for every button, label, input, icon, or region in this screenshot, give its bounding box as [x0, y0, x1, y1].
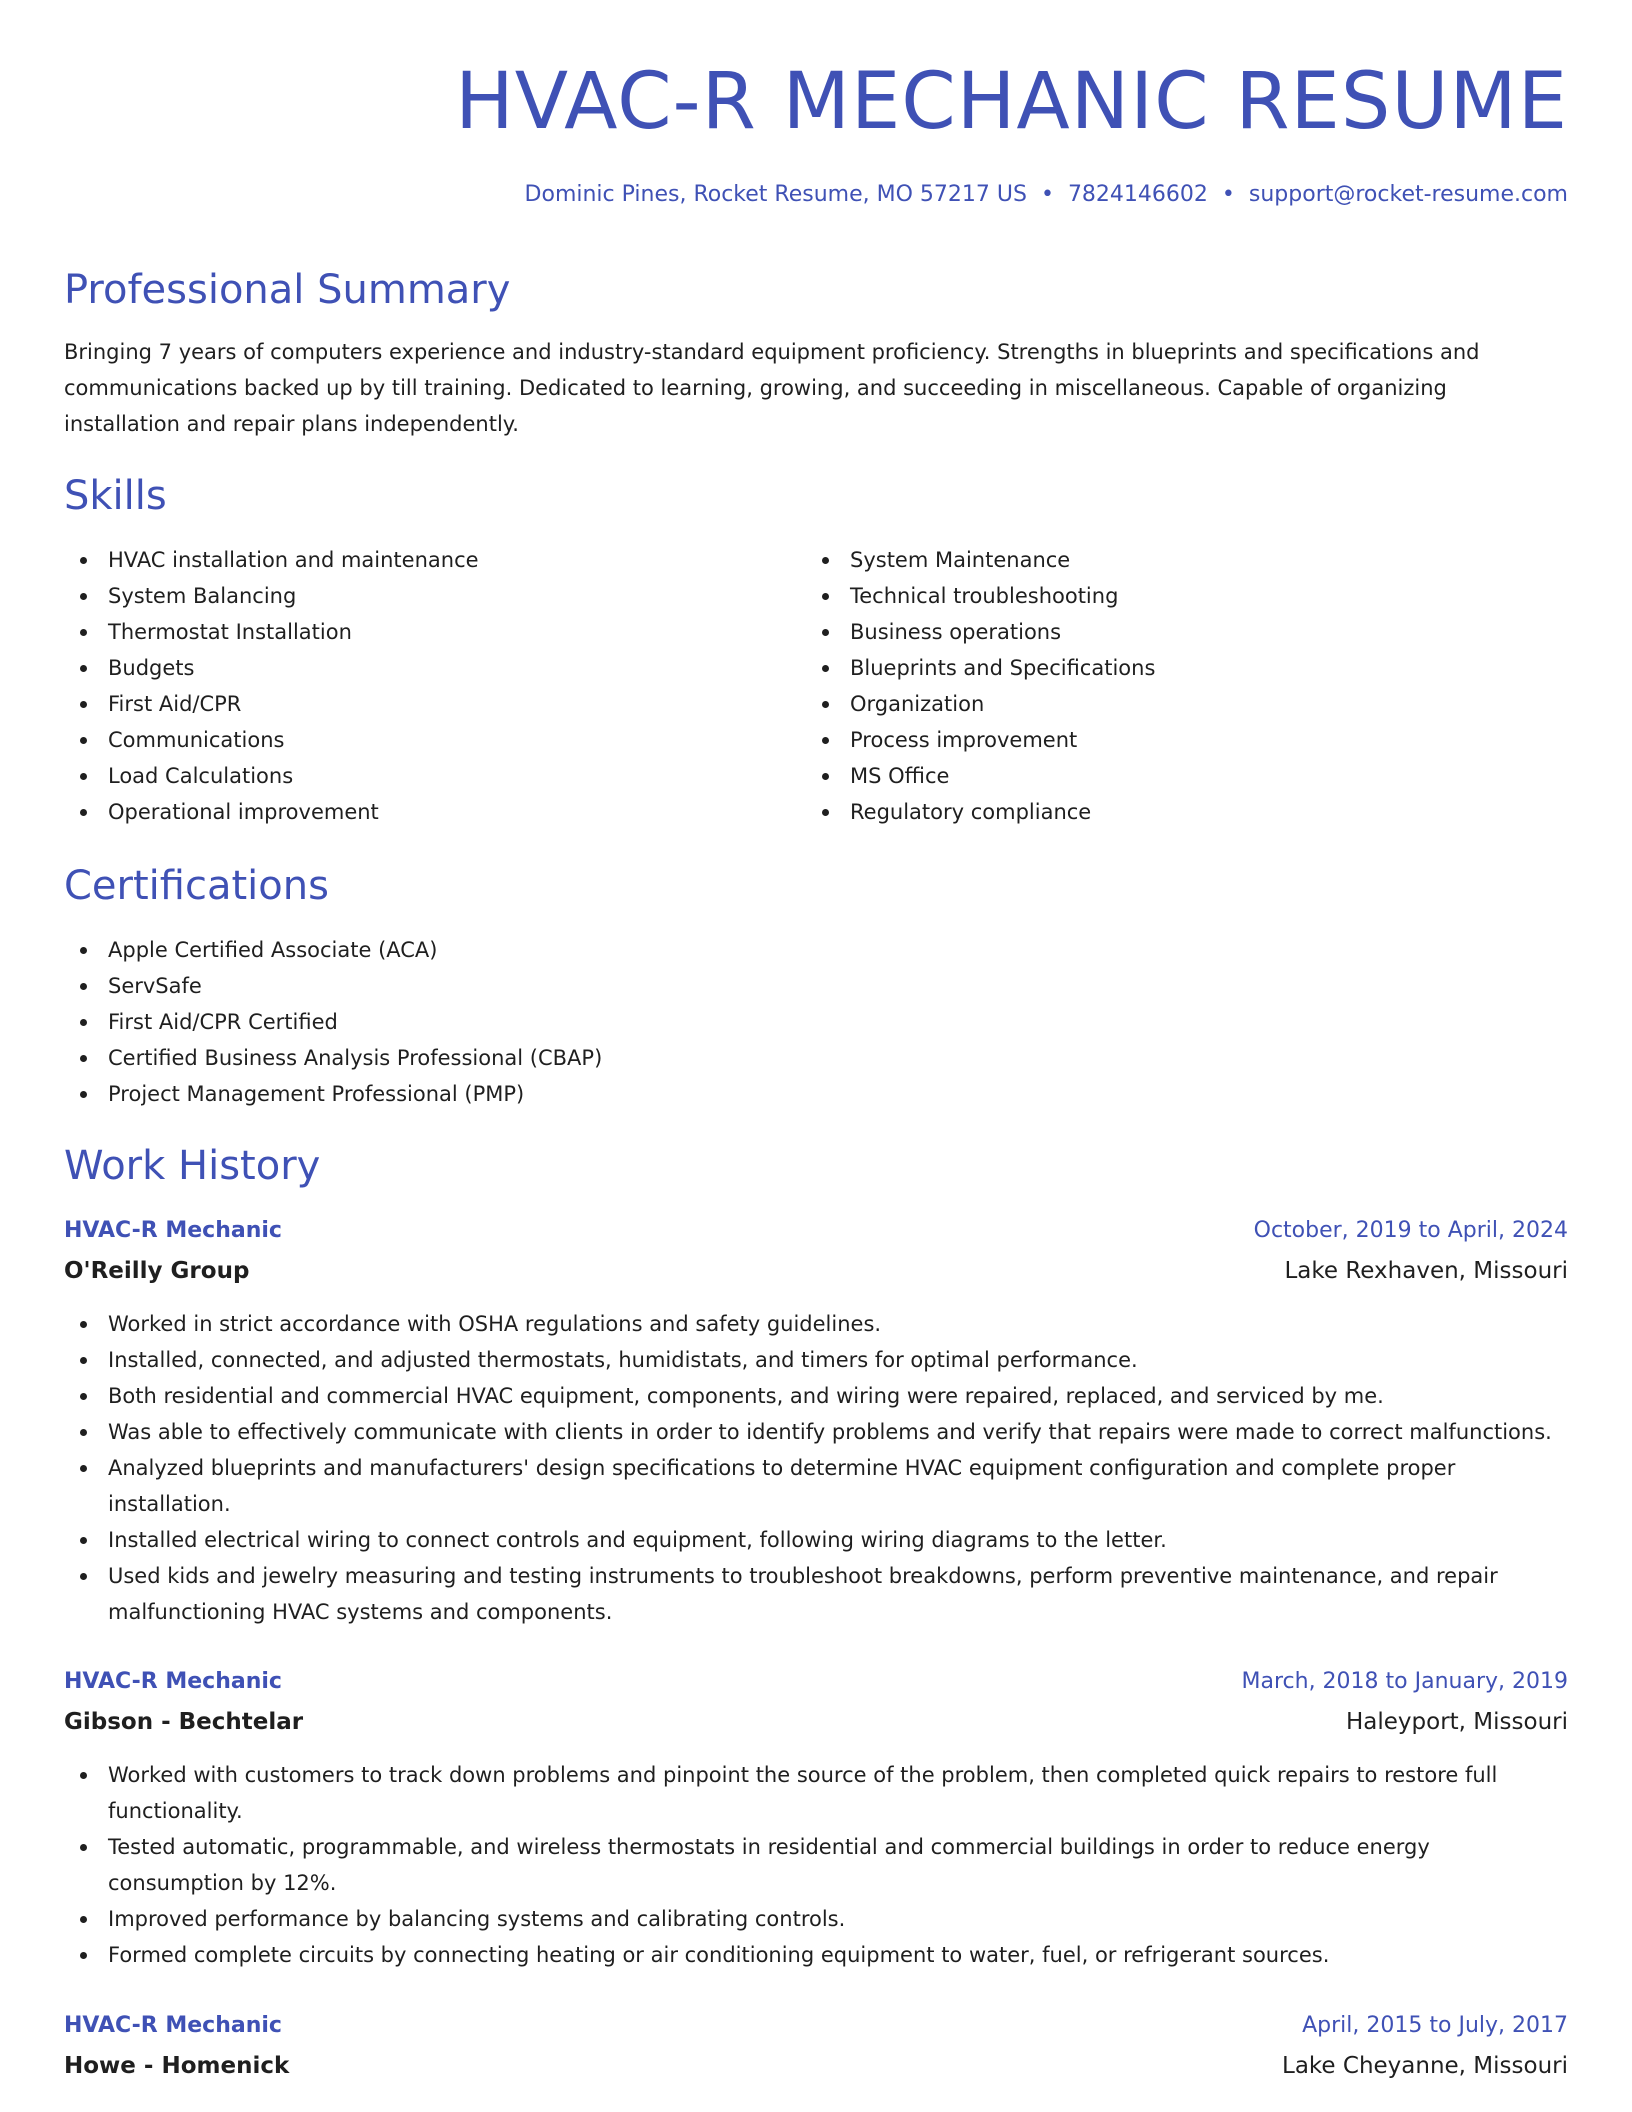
job-title: HVAC-R Mechanic	[64, 1669, 282, 1694]
job-bullet: Was able to effectively communicate with clients in order to identify problems and verify that repairs were made to correct malfunctions.	[64, 1414, 1568, 1450]
contact-line	[525, 180, 1568, 210]
job-bullet: Worked in strict accordance with OSHA regulations and safety guidelines.	[64, 1306, 1568, 1342]
certifications-list	[64, 932, 1568, 1112]
skill-item: Business operations	[806, 614, 1546, 650]
skill-item: Operational improvement	[64, 794, 764, 830]
job-dates: April, 2015 to July, 2017	[1302, 2013, 1568, 2038]
contact-address: Dominic Pines, Rocket Resume, MO 57217 US	[524, 182, 1027, 207]
job-dates: October, 2019 to April, 2024	[1253, 1218, 1568, 1243]
summary-heading: Professional Summary	[64, 267, 511, 313]
skill-item: Process improvement	[806, 722, 1546, 758]
job-bullet: Worked with customers to track down problems and pinpoint the source of the problem, then completed quick repairs to restore full functionality.	[64, 1757, 1568, 1829]
job-bullet: Improved performance by balancing systems and calibrating controls.	[64, 1901, 1568, 1937]
skills-list-right	[806, 542, 1546, 830]
skill-item: Technical troubleshooting	[806, 578, 1546, 614]
contact-separator: •	[1221, 182, 1235, 207]
resume-title: HVAC-R MECHANIC RESUME	[455, 57, 1568, 147]
certification-item: First Aid/CPR Certified	[64, 1004, 1568, 1040]
skill-item: Organization	[806, 686, 1546, 722]
job-location: Lake Cheyanne, Missouri	[1282, 2053, 1568, 2079]
skill-item: First Aid/CPR	[64, 686, 764, 722]
job-bullet: Installed, connected, and adjusted thermostats, humidistats, and timers for optimal performance.	[64, 1342, 1568, 1378]
job-company: O'Reilly Group	[64, 1258, 250, 1284]
certification-item: Certified Business Analysis Professional (CBAP)	[64, 1040, 1568, 1076]
contact-separator: •	[1040, 182, 1054, 207]
job-bullet: Installed electrical wiring to connect controls and equipment, following wiring diagrams to the letter.	[64, 1522, 1568, 1558]
skill-item: System Maintenance	[806, 542, 1546, 578]
certification-item: Apple Certified Associate (ACA)	[64, 932, 1568, 968]
job-bullet: Formed complete circuits by connecting heating or air conditioning equipment to water, fuel, or refrigerant sources.	[64, 1937, 1568, 1973]
contact-phone: 7824146602	[1067, 182, 1208, 207]
skill-item: Communications	[64, 722, 764, 758]
job-bullets	[64, 1757, 1568, 1973]
job-bullet: Analyzed blueprints and manufacturers' design specifications to determine HVAC equipment configuration and complete proper installation.	[64, 1450, 1568, 1522]
job-bullets	[64, 1306, 1568, 1630]
skill-item: Load Calculations	[64, 758, 764, 794]
certification-item: Project Management Professional (PMP)	[64, 1076, 1568, 1112]
job-title: HVAC-R Mechanic	[64, 2013, 282, 2038]
job-dates: March, 2018 to January, 2019	[1241, 1669, 1568, 1694]
contact-email[interactable]: support@rocket-resume.com	[1248, 182, 1568, 207]
job-location: Lake Rexhaven, Missouri	[1284, 1258, 1568, 1284]
skills-heading: Skills	[64, 473, 167, 519]
summary-text: Bringing 7 years of computers experience and industry-standard equipment proficiency. Strengths in blueprints and specifications and communications backed up by till training. Dedicated to learning, growing, and succeeding in miscellaneous. Capable of organizing installation and repair plans independently.	[64, 340, 1480, 436]
job-company: Howe - Homenick	[64, 2053, 290, 2079]
certifications-heading: Certifications	[64, 863, 329, 909]
skill-item: Regulatory compliance	[806, 794, 1546, 830]
skill-item: MS Office	[806, 758, 1546, 794]
skill-item: Blueprints and Specifications	[806, 650, 1546, 686]
work-history-heading: Work History	[64, 1143, 321, 1189]
job-bullet: Used kids and jewelry measuring and testing instruments to troubleshoot breakdowns, perform preventive maintenance, and repair malfunctioning HVAC systems and components.	[64, 1558, 1568, 1630]
skill-item: Thermostat Installation	[64, 614, 764, 650]
job-company: Gibson - Bechtelar	[64, 1709, 304, 1735]
job-title: HVAC-R Mechanic	[64, 1218, 282, 1243]
certification-item: ServSafe	[64, 968, 1568, 1004]
resume-page	[64, 0, 1568, 2112]
job-location: Haleyport, Missouri	[1345, 1709, 1568, 1735]
skill-item: HVAC installation and maintenance	[64, 542, 764, 578]
skill-item: System Balancing	[64, 578, 764, 614]
job-bullet: Tested automatic, programmable, and wireless thermostats in residential and commercial buildings in order to reduce energy consumption by 12%.	[64, 1829, 1568, 1901]
skill-item: Budgets	[64, 650, 764, 686]
job-bullet: Both residential and commercial HVAC equipment, components, and wiring were repaired, replaced, and serviced by me.	[64, 1378, 1568, 1414]
skills-list-left	[64, 542, 764, 830]
